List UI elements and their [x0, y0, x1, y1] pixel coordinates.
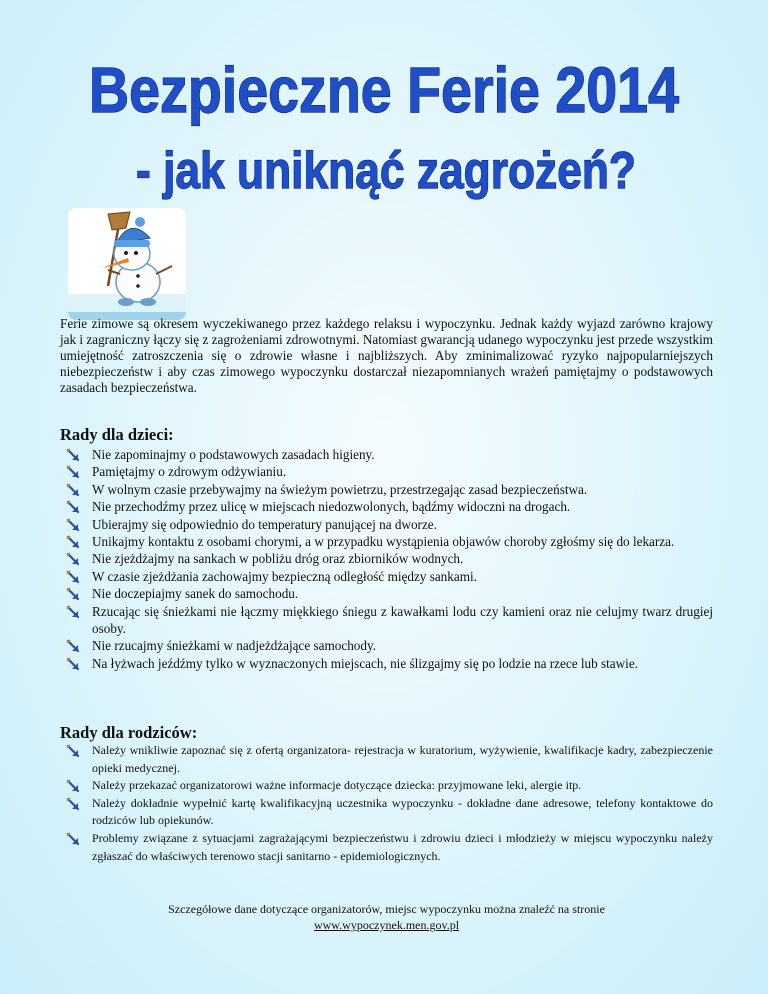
- list-item: W czasie zjeżdżania zachowajmy bezpieczną odległość między sankami.: [66, 568, 713, 585]
- arrow-bullet-icon: [66, 779, 80, 793]
- arrow-bullet-icon: [66, 587, 80, 601]
- snowman-clipart: [68, 208, 186, 320]
- list-item: Nie zjeżdżajmy na sankach w pobliżu dróg oraz zbiorników wodnych.: [66, 550, 713, 567]
- list-item: Unikajmy kontaktu z osobami chorymi, a w przypadku wystąpienia objawów choroby zgłośmy się do lekarza.: [66, 533, 713, 550]
- arrow-bullet-icon: [66, 657, 80, 671]
- arrow-bullet-icon: [66, 448, 80, 462]
- arrow-bullet-icon: [66, 552, 80, 566]
- list-item: Nie przechodźmy przez ulicę w miejscach niedozwolonych, bądźmy widoczni na drogach.: [66, 498, 713, 515]
- arrow-bullet-icon: [66, 639, 80, 653]
- arrow-bullet-icon: [66, 500, 80, 514]
- list-item: Nie doczepiajmy sanek do samochodu.: [66, 585, 713, 602]
- footer-link[interactable]: www.wypoczynek.men.gov.pl: [313, 918, 460, 932]
- list-item: Nie rzucajmy śnieżkami w nadjeżdżające samochody.: [66, 637, 713, 654]
- kids-advice-list: [66, 446, 713, 672]
- list-item: Ubierajmy się odpowiednio do temperatury panującej na dworze.: [66, 516, 713, 533]
- title-wordart: [0, 0, 768, 200]
- list-item: Należy przekazać organizatorowi ważne informacje dotyczące dziecka: przyjmowane leki, alergie itp.: [66, 777, 713, 795]
- arrow-bullet-icon: [66, 518, 80, 532]
- parents-advice-list: [66, 742, 713, 865]
- arrow-bullet-icon: [66, 744, 80, 758]
- kids-heading: Rady dla dzieci:: [60, 425, 174, 444]
- list-item: Na łyżwach jeźdźmy tylko w wyznaczonych miejscach, nie ślizgajmy się po lodzie na rzece lub stawie.: [66, 655, 713, 672]
- arrow-bullet-icon: [66, 797, 80, 811]
- intro-paragraph: Ferie zimowe są okresem wyczekiwanego przez każdego relaksu i wypoczynku. Jednak każdy wyjazd zarówno krajowy jak i zagraniczny łączy się z zagrożeniami zdrowotnymi. Natomiast gwarancją udanego wypoczynku jest przede wszystkim umiejętność zatroszczenia się o zdrowie własne i najbliższych. Aby zminimalizować ryzyko najpopularniejszych niebezpieczeństw i aby czas zimowego wypoczynku dostarczał niezapomnianych wrażeń pamiętajmy o podstawowych zasadach bezpieczeństwa.: [60, 316, 713, 395]
- list-item: Należy wnikliwie zapoznać się z ofertą organizatora- rejestracja w kuratorium, wyżywienie, kwalifikacje kadry, zabezpieczenie opieki medycznej.: [66, 742, 713, 777]
- arrow-bullet-icon: [66, 465, 80, 479]
- list-item: W wolnym czasie przebywajmy na świeżym powietrzu, przestrzegając zasad bezpieczeństwa.: [66, 481, 713, 498]
- list-item: Pamiętajmy o zdrowym odżywianiu.: [66, 463, 713, 480]
- title-line2: - jak uniknąć zagrożeń?: [136, 142, 636, 200]
- title-line1: Bezpieczne Ferie 2014: [89, 54, 680, 126]
- parents-heading: Rady dla rodziców:: [60, 723, 198, 742]
- arrow-bullet-icon: [66, 605, 80, 619]
- footer-text: Szczegółowe dane dotyczące organizatorów, miejsc wypoczynku można znaleźć na stronie: [168, 902, 605, 916]
- arrow-bullet-icon: [66, 570, 80, 584]
- arrow-bullet-icon: [66, 832, 80, 846]
- list-item: Rzucając się śnieżkami nie łączmy miękkiego śniegu z kawałkami lodu czy kamieni oraz nie celujmy twarz drugiej osoby.: [66, 603, 713, 638]
- list-item: Należy dokładnie wypełnić kartę kwalifikacyjną uczestnika wypoczynku - dokładne dane adresowe, telefony kontaktowe do rodziców lub opiekunów.: [66, 795, 713, 830]
- list-item: Problemy związane z sytuacjami zagrażającymi bezpieczeństwu i zdrowiu dzieci i młodzieży w miejscu wypoczynku należy zgłaszać do właściwych terenowo stacji sanitarno - epidemiologicznych.: [66, 830, 713, 865]
- list-item: Nie zapominajmy o podstawowych zasadach higieny.: [66, 446, 713, 463]
- arrow-bullet-icon: [66, 483, 80, 497]
- arrow-bullet-icon: [66, 535, 80, 549]
